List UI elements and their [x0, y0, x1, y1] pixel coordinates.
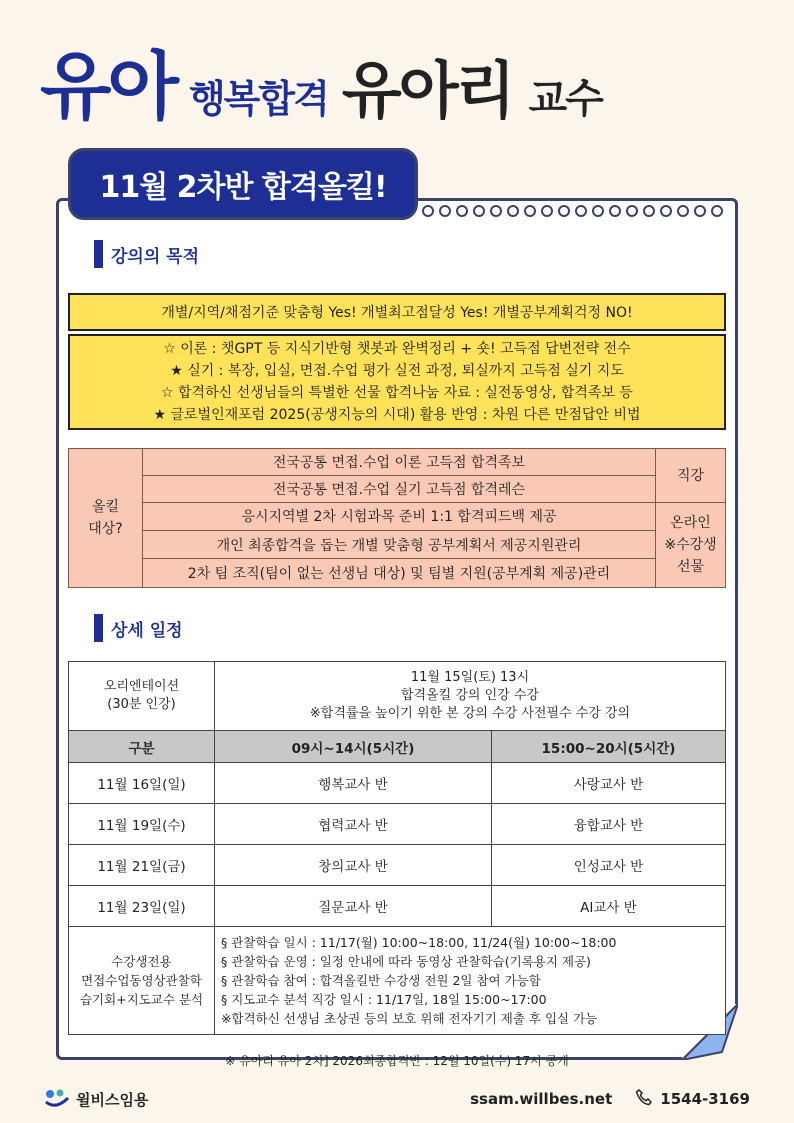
- orientation-label: 오리엔테이션 (30분 인강): [69, 662, 215, 731]
- extra-notes: § 관찰학습 일시 : 11/17(월) 10:00~18:00, 11/24(월) 10:00~18:00 § 관찰학습 운영 : 일정 안내에 따라 동영상 관찰학습(기록용지 제공) § 관찰학습 참여 : 합격올킬반 수강생 전원 2일 참여 가능함 § 지도교수 분석 직강 일시 : 11/17일, 18일 15:00~17:00 ※합격하신 선생님 초상권 등의 보호 위해 전자기기 제출 후 입실 가능: [215, 927, 726, 1035]
- schedule-head: 15:00~20시(5시간): [492, 731, 726, 763]
- notebook-rings: [422, 205, 723, 217]
- orientation-info: 11월 15일(토) 13시 합격올킬 강의 인강 수강 ※합격률을 높이기 위한 본 강의 수강 사전필수 수강 강의: [215, 662, 726, 731]
- target-row: 전국공통 면접.수업 이론 고득점 합격족보: [143, 449, 656, 476]
- purpose-item: ☆ 합격하신 선생님들의 특별한 선물 합격나눔 자료 : 실전동영상, 합격족보 등: [161, 385, 633, 401]
- section-purpose-title: 강의의 목적: [94, 240, 199, 268]
- site-link[interactable]: ssam.willbes.net: [470, 1090, 613, 1108]
- phone-number[interactable]: 1544-3169: [660, 1090, 750, 1108]
- purpose-item: ☆ 이론 : 챗GPT 등 지식기반형 챗봇과 완벽정리 + 숏! 고득점 답변전략 전수: [163, 341, 631, 357]
- release-note: ※ 유아리 유아 2차] 2026최종합격반 : 12월 10일(수) 17시 공개: [225, 1054, 569, 1068]
- target-side-online: 온라인 ※수강생 선물: [656, 502, 726, 587]
- header-yua: 유아: [40, 44, 175, 130]
- schedule-table: [68, 661, 726, 1035]
- header-prof: 교수: [528, 76, 602, 122]
- brand-icon: [44, 1088, 70, 1110]
- purpose-item: ★ 글로벌인재포럼 2025(공생지능의 시대) 활용 반영 : 차원 다른 만점답안 비법: [153, 407, 641, 423]
- schedule-head: 09시~14시(5시간): [215, 731, 492, 763]
- purpose-main: 개별/지역/채점기준 맞춤형 Yes! 개별최고점달성 Yes! 개별공부계획걱정 NO!: [68, 293, 726, 331]
- footer: [44, 1087, 750, 1111]
- page-header: [40, 28, 602, 130]
- target-row: 전국공통 면접.수업 실기 고득점 합격레슨: [143, 475, 656, 502]
- target-label: 올킬 대상?: [69, 449, 143, 588]
- schedule-head: 구분: [69, 731, 215, 763]
- target-side-direct: 직강: [656, 449, 726, 503]
- section-schedule-title: 상세 일정: [94, 614, 183, 642]
- table-row: 11월 16일(일) 행복교사 반 사랑교사 반: [69, 763, 726, 804]
- brand-logo: 윌비스임용: [44, 1088, 148, 1110]
- purpose-list: [68, 334, 726, 430]
- header-happy: 행복합격: [188, 77, 328, 121]
- phone-icon: [634, 1087, 654, 1111]
- table-row: 11월 19일(수) 협력교사 반 융합교사 반: [69, 804, 726, 845]
- target-row: 2차 팀 조직(팀이 없는 선생님 대상) 및 팀별 지원(공부계획 제공)관리: [143, 559, 656, 588]
- tab-title: 11월 2차반 합격올킬!: [68, 148, 418, 220]
- purpose-item: ★ 실기 : 복장, 입실, 면접.수업 평가 실전 과정, 퇴실까지 고득점 실기 지도: [170, 363, 624, 379]
- target-table: [68, 448, 726, 588]
- table-row: 11월 21일(금) 창의교사 반 인성교사 반: [69, 845, 726, 886]
- header-name: 유아리: [341, 54, 513, 127]
- target-row: 응시지역별 2차 시험과목 준비 1:1 합격피드백 제공: [143, 502, 656, 530]
- extra-label: 수강생전용 면접수업동영상관찰학 습기회+지도교수 분석: [69, 927, 215, 1035]
- table-row: 11월 23일(일) 질문교사 반 AI교사 반: [69, 886, 726, 927]
- target-row: 개인 최종합격을 돕는 개별 맞춤형 공부계획서 제공지원관리: [143, 531, 656, 559]
